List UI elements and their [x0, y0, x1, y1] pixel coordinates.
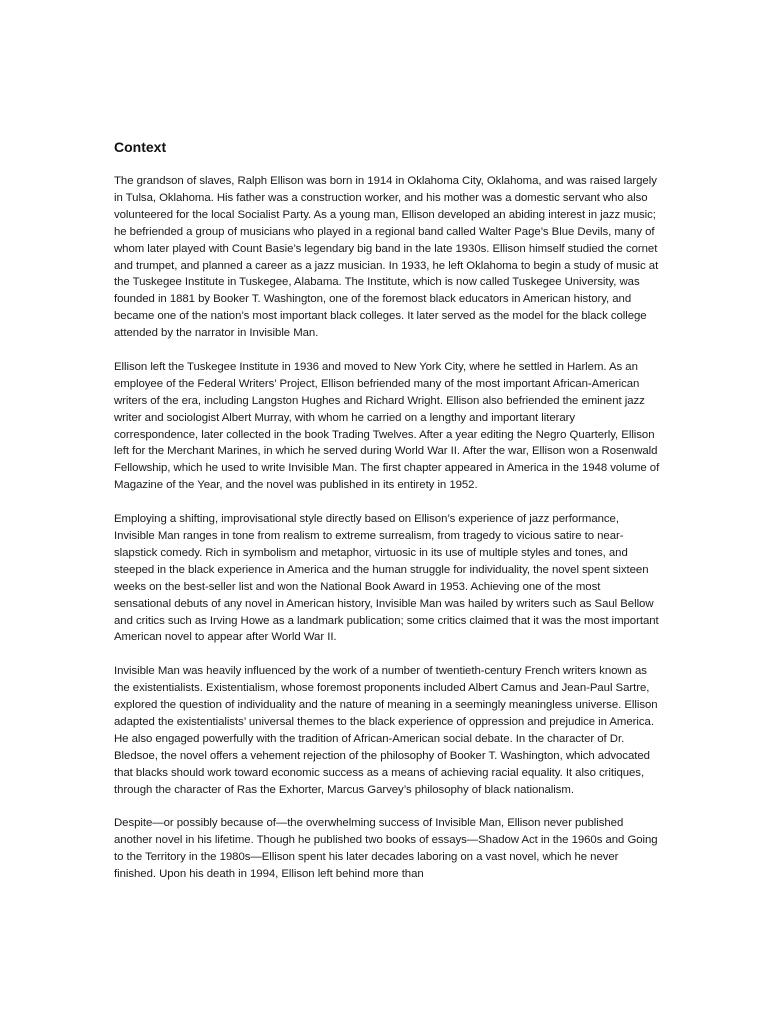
section-heading: Context [114, 139, 167, 155]
paragraph-reception: Employing a shifting, improvisational style directly based on Ellison’s experience of jazz performance, Invisible Man ranges in tone from realism to extreme surrealism, from tragedy to vicious satire to near-slapstick comedy. Rich in symbolism and metaphor, virtuosic in its use of multiple styles and tones, and steeped in the black experience in America and the human struggle for individuality, the novel spent sixteen weeks on the best-seller list and won the National Book Award in 1953. Achieving one of the most sensational debuts of any novel in American history, Invisible Man was hailed by writers such as Saul Bellow and critics such as Irving Howe as a landmark publication; some critics claimed that it was the most important American novel to appear after World War II. [114, 513, 659, 644]
paragraph-later-life: Despite—or possibly because of—the overwhelming success of Invisible Man, Ellison never published another novel in his lifetime. Though he published two books of essays—Shadow Act in the 1960s and Going to the Territory in the 1980s—Ellison spent his later decades laboring on a vast novel, which he never finished. Upon his death in 1994, Ellison left behind more than [114, 817, 658, 881]
paragraph-early-life: The grandson of slaves, Ralph Ellison was born in 1914 in Oklahoma City, Oklahoma, and was raised largely in Tulsa, Oklahoma. His father was a construction worker, and his mother was a domestic servant who also volunteered for the local Socialist Party. As a young man, Ellison developed an abiding interest in jazz music; he befriended a group of musicians who played in a regional band called Walter Page’s Blue Devils, many of whom later played with Count Basie’s legendary big band in the late 1930s. Ellison himself studied the cornet and trumpet, and planned a career as a jazz musician. In 1933, he left Oklahoma to begin a study of music at the Tuskegee Institute in Tuskegee, Alabama. The Institute, which is now called Tuskegee University, was founded in 1881 by Booker T. Washington, one of the foremost black educators in American history, and became one of the nation’s most important black colleges. It later served as the model for the black college attended by the narrator in Invisible Man. [114, 175, 659, 340]
document-page [114, 138, 660, 900]
paragraph-new-york: Ellison left the Tuskegee Institute in 1936 and moved to New York City, where he settled in Harlem. As an employee of the Federal Writers’ Project, Ellison befriended many of the most important African-American writers of the era, including Langston Hughes and Richard Wright. Ellison also befriended the eminent jazz writer and sociologist Albert Murray, with whom he carried on a lengthy and important literary correspondence, later collected in the book Trading Twelves. After a year editing the Negro Quarterly, Ellison left for the Merchant Marines, in which he served during World War II. After the war, Ellison won a Rosenwald Fellowship, which he used to write Invisible Man. The first chapter appeared in America in the 1948 volume of Magazine of the Year, and the novel was published in its entirety in 1952. [114, 360, 660, 492]
paragraph-influences: Invisible Man was heavily influenced by the work of a number of twentieth-century French writers known as the existentialists. Existentialism, whose foremost proponents included Albert Camus and Jean-Paul Sartre, explored the question of individuality and the nature of meaning in a seemingly meaningless universe. Ellison adapted the existentialists’ universal themes to the black experience of oppression and prejudice in America. He also engaged powerfully with the tradition of African-American social debate. In the character of Dr. Bledsoe, the novel offers a vehement rejection of the philosophy of Booker T. Washington, which advocated that blacks should work toward economic success as a means of achieving racial equality. It also critiques, through the character of Ras the Exhorter, Marcus Garvey’s philosophy of black nationalism. [114, 665, 658, 796]
